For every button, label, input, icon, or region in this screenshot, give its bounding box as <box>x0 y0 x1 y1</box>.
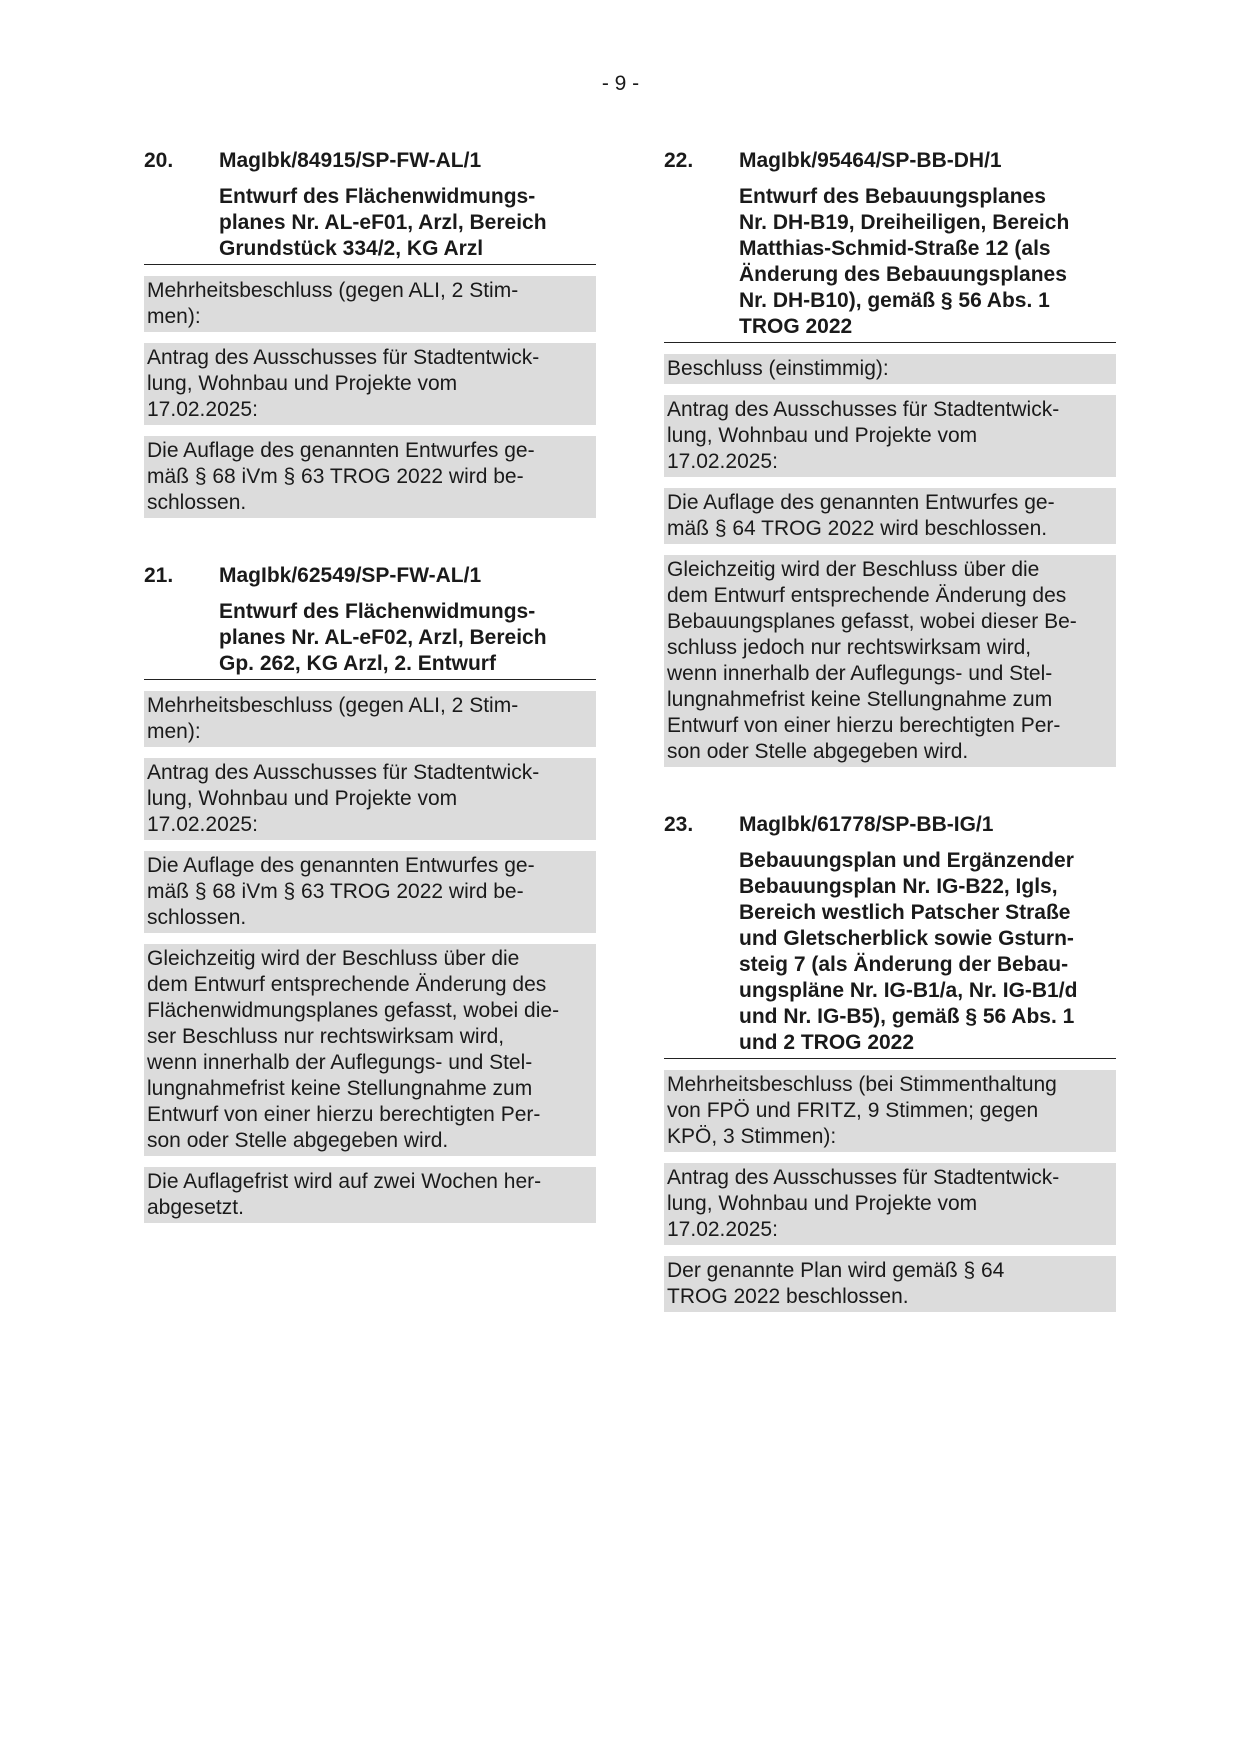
item-title: Entwurf des Flächenwidmungs- planes Nr. AL-eF02, Arzl, Bereich Gp. 262, KG Arzl, 2. Entwurf <box>144 599 596 680</box>
resolution-type: Mehrheitsbeschluss (bei Stimmenthaltung von FPÖ und FRITZ, 9 Stimmen; gegen KPÖ, 3 Stimmen): <box>664 1070 1116 1152</box>
resolution-text: Gleichzeitig wird der Beschluss über die dem Entwurf entsprechende Änderung des Flächenwidmungsplanes gefasst, wobei die- ser Beschluss nur rechtswirksam wird, wenn innerhalb der Auflegungs- und Stel- lungnahmefrist keine Stellungnahme zum Entwurf von einer hierzu berechtigten Per- son oder Stelle abgegeben wird. <box>144 944 596 1156</box>
resolution-type: Beschluss (einstimmig): <box>664 354 1116 384</box>
resolution-text: Gleichzeitig wird der Beschluss über die dem Entwurf entsprechende Änderung des Bebauungsplanes gefasst, wobei dieser Be- schluss jedoch nur rechtswirksam wird, wenn innerhalb der Auflegungs- und Stel- lungnahmefrist keine Stellungnahme zum Entwurf von einer hierzu berechtigten Per- son oder Stelle abgegeben wird. <box>664 555 1116 767</box>
item-number: 21. <box>144 564 174 587</box>
item-number: 20. <box>144 149 174 172</box>
item-file-code: MagIbk/61778/SP-BB-IG/1 <box>739 813 994 836</box>
item-number: 23. <box>664 813 694 836</box>
item-title: Bebauungsplan und Ergänzender Bebauungsplan Nr. IG-B22, Igls, Bereich westlich Patscher Straße und Gletscherblick sowie Gsturn- steig 7 (als Änderung der Bebau- ungspläne Nr. IG-B1/a, Nr. IG-B1/d und Nr. IG-B5), gemäß § 56 Abs. 1 und 2 TROG 2022 <box>664 848 1116 1059</box>
item-number: 22. <box>664 149 694 172</box>
motion-reference: Antrag des Ausschusses für Stadtentwick- lung, Wohnbau und Projekte vom 17.02.2025: <box>144 343 596 425</box>
item-title: Entwurf des Flächenwidmungs- planes Nr. AL-eF01, Arzl, Bereich Grundstück 334/2, KG Arzl <box>144 184 596 265</box>
item-heading <box>144 563 596 589</box>
resolution-text: Der genannte Plan wird gemäß § 64 TROG 2022 beschlossen. <box>664 1256 1116 1312</box>
item-heading <box>144 148 596 174</box>
item-title: Entwurf des Bebauungsplanes Nr. DH-B19, Dreiheiligen, Bereich Matthias-Schmid-Straße 12 (als Änderung des Bebauungsplanes Nr. DH-B10), gemäß § 56 Abs. 1 TROG 2022 <box>664 184 1116 343</box>
item-heading <box>664 812 1116 838</box>
page-number: - 9 - <box>601 72 640 95</box>
agenda-item-20 <box>144 148 596 518</box>
right-column <box>664 148 1116 1357</box>
motion-reference: Antrag des Ausschusses für Stadtentwick- lung, Wohnbau und Projekte vom 17.02.2025: <box>144 758 596 840</box>
resolution-text: Die Auflage des genannten Entwurfes ge- mäß § 64 TROG 2022 wird beschlossen. <box>664 488 1116 544</box>
agenda-item-22 <box>664 148 1116 767</box>
resolution-type: Mehrheitsbeschluss (gegen ALI, 2 Stim- men): <box>144 691 596 747</box>
motion-reference: Antrag des Ausschusses für Stadtentwick- lung, Wohnbau und Projekte vom 17.02.2025: <box>664 1163 1116 1245</box>
left-column <box>144 148 596 1268</box>
resolution-type: Mehrheitsbeschluss (gegen ALI, 2 Stim- men): <box>144 276 596 332</box>
item-file-code: MagIbk/84915/SP-FW-AL/1 <box>219 149 482 172</box>
resolution-text: Die Auflage des genannten Entwurfes ge- mäß § 68 iVm § 63 TROG 2022 wird be- schlossen. <box>144 436 596 518</box>
resolution-text: Die Auflage des genannten Entwurfes ge- mäß § 68 iVm § 63 TROG 2022 wird be- schlossen. <box>144 851 596 933</box>
item-file-code: MagIbk/62549/SP-FW-AL/1 <box>219 564 482 587</box>
agenda-item-23 <box>664 812 1116 1312</box>
resolution-text: Die Auflagefrist wird auf zwei Wochen her- abgesetzt. <box>144 1167 596 1223</box>
motion-reference: Antrag des Ausschusses für Stadtentwick- lung, Wohnbau und Projekte vom 17.02.2025: <box>664 395 1116 477</box>
item-file-code: MagIbk/95464/SP-BB-DH/1 <box>739 149 1002 172</box>
item-heading <box>664 148 1116 174</box>
agenda-item-21 <box>144 563 596 1223</box>
